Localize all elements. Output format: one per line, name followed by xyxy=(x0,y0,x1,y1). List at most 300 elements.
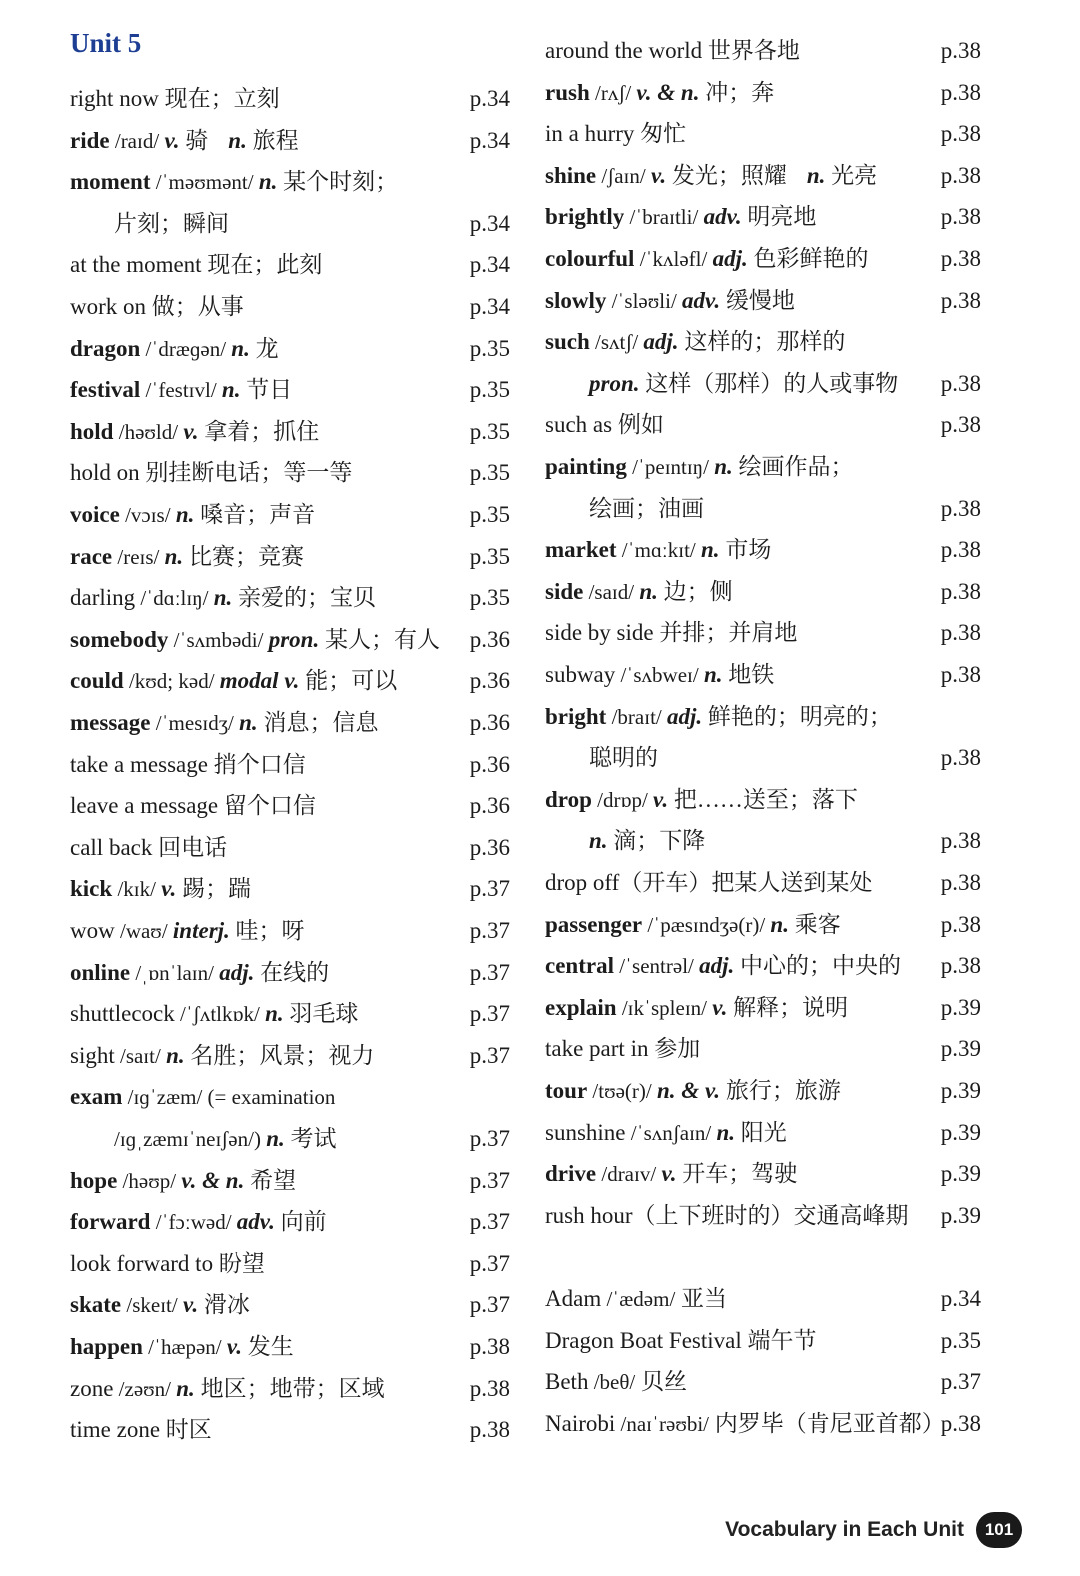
vocab-row xyxy=(70,120,510,162)
vocab-word: Dragon Boat Festival xyxy=(545,1327,742,1353)
vocab-word: rush hour xyxy=(545,1202,633,1228)
page-reference: p.35 xyxy=(940,1327,981,1353)
page-reference: p.37 xyxy=(469,1126,510,1151)
vocab-phonetic: /ɪɡˈzæm/ (= examination xyxy=(122,1085,336,1110)
vocab-meaning: 光亮 xyxy=(825,162,878,188)
vocab-meaning: 在线的 xyxy=(254,959,330,985)
vocab-word: right now xyxy=(70,86,159,111)
vocab-word: online xyxy=(70,959,131,985)
vocab-meaning: 端午节 xyxy=(741,1327,817,1353)
vocab-row xyxy=(70,1160,510,1202)
page-footer xyxy=(725,1512,1022,1548)
part-of-speech: n. xyxy=(265,1001,284,1027)
vocab-word: moment xyxy=(70,169,151,195)
page-reference: p.36 xyxy=(469,751,510,777)
vocab-row xyxy=(545,404,981,446)
page-reference: p.35 xyxy=(469,543,510,569)
vocab-meaning: 鲜艳的；明亮的； xyxy=(702,703,892,729)
vocab-meaning: 做；从事 xyxy=(146,294,244,319)
vocab-row xyxy=(545,363,981,405)
vocab-meaning: 盼望 xyxy=(213,1250,265,1276)
vocab-entry xyxy=(70,120,299,162)
vocab-entry xyxy=(589,820,705,862)
vocab-entry xyxy=(70,161,398,203)
vocab-phonetic: /ˈsʌmbədi/ xyxy=(168,627,269,652)
vocab-entry xyxy=(70,536,304,578)
vocab-meaning: 嗓音；声音 xyxy=(194,502,316,527)
vocab-phonetic: /ˈʃʌtlkɒk/ xyxy=(174,1002,266,1027)
vocab-entry xyxy=(545,1070,841,1112)
vocab-phonetic: /drɒp/ xyxy=(591,787,654,812)
vocab-word: rush xyxy=(545,79,590,105)
vocab-word: drive xyxy=(545,1161,597,1187)
vocab-meaning: 某人；有人 xyxy=(319,626,440,652)
vocab-row xyxy=(545,529,981,571)
vocab-meaning: 参加 xyxy=(648,1036,701,1062)
page-reference: p.38 xyxy=(940,828,981,854)
vocab-row xyxy=(545,1361,981,1403)
vocab-row xyxy=(70,993,510,1035)
vocab-entry xyxy=(545,612,797,654)
vocab-row xyxy=(70,1326,510,1368)
page-reference: p.39 xyxy=(940,994,981,1020)
vocab-phonetic: /beθ/ xyxy=(588,1370,636,1395)
vocab-entry xyxy=(545,1278,727,1320)
part-of-speech: pron. xyxy=(589,370,640,396)
vocab-entry xyxy=(70,1409,212,1451)
vocab-word: skate xyxy=(70,1292,122,1318)
vocab-entry xyxy=(545,30,800,72)
vocab-row xyxy=(545,779,981,821)
vocab-phonetic: /ˈsentrəl/ xyxy=(613,954,700,979)
vocab-row xyxy=(545,1153,981,1195)
vocab-phonetic: /ˈpeɪntɪŋ/ xyxy=(626,455,715,479)
page-reference: p.37 xyxy=(469,1001,510,1027)
page-reference: p.38 xyxy=(940,578,981,604)
vocab-row xyxy=(70,1035,510,1077)
vocab-entry xyxy=(545,238,869,280)
vocab-entry xyxy=(70,328,279,370)
page-reference: p.35 xyxy=(469,585,510,611)
vocab-row xyxy=(545,280,981,322)
vocab-phonetic: /ˈkʌləfl/ xyxy=(634,247,713,271)
part-of-speech: n. xyxy=(716,1119,736,1145)
vocab-meaning: （开车）把某人送到某处 xyxy=(619,870,873,895)
part-of-speech: pron. xyxy=(268,626,320,652)
vocab-row xyxy=(545,1070,981,1112)
vocab-meaning: 例如 xyxy=(612,412,664,438)
vocab-row xyxy=(70,577,510,619)
vocab-row xyxy=(545,737,981,779)
vocab-phonetic: /ˈpæsɪndʒə(r)/ xyxy=(642,912,771,937)
vocab-word: message xyxy=(70,710,151,735)
vocab-phonetic: /ˈdræɡən/ xyxy=(140,336,232,361)
vocab-meaning: 拿着；抓住 xyxy=(198,418,320,444)
vocab-meaning: 滴；下降 xyxy=(607,828,706,854)
part-of-speech: modal v. xyxy=(219,668,300,694)
part-of-speech: v. xyxy=(226,1334,242,1359)
part-of-speech: v. xyxy=(650,162,667,188)
vocab-entry xyxy=(545,654,774,696)
page-reference: p.36 xyxy=(469,834,510,860)
part-of-speech: n. xyxy=(589,828,608,854)
page-reference: p.36 xyxy=(469,793,510,819)
vocab-row xyxy=(545,72,981,114)
page-reference: p.38 xyxy=(940,79,981,105)
vocab-phonetic: /reɪs/ xyxy=(112,544,165,569)
page-reference: p.34 xyxy=(469,210,510,236)
part-of-speech: n. xyxy=(213,585,233,611)
vocab-entry xyxy=(589,737,658,779)
vocab-row xyxy=(545,654,981,696)
vocab-word: sight xyxy=(70,1042,115,1068)
vocab-meaning: 阳光 xyxy=(735,1119,787,1145)
vocab-word: at the moment xyxy=(70,252,202,278)
vocab-word: colourful xyxy=(545,246,635,271)
vocab-word: exam xyxy=(70,1084,123,1110)
vocab-word: tour xyxy=(545,1078,588,1103)
vocab-entry xyxy=(545,779,858,821)
vocab-entry xyxy=(70,910,305,952)
vocab-entry xyxy=(114,203,229,245)
vocab-row xyxy=(70,494,510,536)
vocab-row xyxy=(545,571,981,613)
vocab-phonetic: /tʊə(r)/ xyxy=(587,1079,658,1103)
vocab-entry xyxy=(70,1368,385,1410)
vocab-word: festival xyxy=(70,377,141,403)
part-of-speech: v. & n. xyxy=(636,79,700,105)
vocab-entry xyxy=(70,1035,374,1077)
vocab-entry xyxy=(545,987,848,1029)
vocab-phonetic: /zəʊn/ xyxy=(113,1376,177,1401)
vocab-row xyxy=(70,369,510,411)
vocab-meaning: 能；可以 xyxy=(299,668,398,694)
part-of-speech: n. xyxy=(806,162,826,188)
vocab-row xyxy=(545,488,981,530)
vocab-phonetic: /ɪkˈspleɪn/ xyxy=(616,995,713,1020)
vocab-word: voice xyxy=(70,502,120,527)
vocab-meaning: 边；侧 xyxy=(657,578,733,604)
page-reference: p.35 xyxy=(469,502,510,527)
vocab-row xyxy=(70,411,510,453)
vocab-meaning: 乘客 xyxy=(788,911,841,937)
page-reference: p.36 xyxy=(469,626,510,652)
vocab-meaning: 绘画；油画 xyxy=(589,495,704,521)
page-reference: p.38 xyxy=(940,745,981,771)
vocab-phonetic: /ˈsləʊli/ xyxy=(606,288,683,313)
vocab-word: hold on xyxy=(70,460,140,486)
vocab-entry xyxy=(70,78,280,120)
vocab-row xyxy=(70,1201,510,1243)
vocab-row xyxy=(545,321,981,363)
vocab-phonetic: /ˈdɑːlɪŋ/ xyxy=(135,586,214,611)
page-reference: p.38 xyxy=(940,537,981,563)
page-reference: p.37 xyxy=(469,1042,510,1068)
part-of-speech: adj. xyxy=(667,703,703,729)
vocab-entry xyxy=(545,113,686,155)
vocab-entry xyxy=(70,744,306,786)
part-of-speech: n. xyxy=(703,662,723,687)
page-reference: p.38 xyxy=(940,162,981,188)
vocab-meaning: 踢；踹 xyxy=(176,876,252,902)
page-reference: p.34 xyxy=(469,252,510,278)
page-reference: p.38 xyxy=(940,246,981,271)
vocab-meaning: 地铁 xyxy=(722,662,775,687)
vocab-meaning: 片刻；瞬间 xyxy=(114,210,229,236)
part-of-speech: n. & v. xyxy=(657,1078,721,1103)
vocab-phonetic: /skeɪt/ xyxy=(121,1293,183,1318)
page-reference: p.37 xyxy=(469,876,510,902)
part-of-speech: n. xyxy=(228,127,247,153)
vocab-phonetic: /ʃaɪn/ xyxy=(596,163,651,188)
page-reference: p.39 xyxy=(940,1036,981,1062)
vocab-row xyxy=(70,827,510,869)
part-of-speech: v. xyxy=(161,876,177,902)
vocab-phonetic: /saɪd/ xyxy=(583,579,640,604)
vocab-word: in a hurry xyxy=(545,121,635,147)
vocab-meaning: 滑冰 xyxy=(198,1292,250,1318)
vocab-meaning: 现在；立刻 xyxy=(158,86,280,111)
vocab-entry xyxy=(545,155,877,197)
vocab-word: leave a message xyxy=(70,793,219,819)
vocab-word: such as xyxy=(545,412,613,438)
vocab-phonetic: /ˈædəm/ xyxy=(601,1287,676,1311)
page-reference: p.38 xyxy=(940,662,981,687)
vocab-word: sunshine xyxy=(545,1119,626,1145)
vocab-meaning: 把……送至；落下 xyxy=(668,786,858,812)
page-reference: p.38 xyxy=(940,38,981,63)
vocab-row xyxy=(545,820,981,862)
vocab-phonetic: /ˈmɑːkɪt/ xyxy=(616,538,702,563)
page-reference: p.38 xyxy=(940,204,981,230)
part-of-speech: n. xyxy=(639,578,658,604)
vocab-phonetic: /raɪd/ xyxy=(109,128,165,153)
vocab-meaning: 希望 xyxy=(244,1167,297,1193)
vocab-row xyxy=(545,1320,981,1362)
part-of-speech: n. xyxy=(239,710,258,735)
vocab-word: ride xyxy=(70,127,110,153)
page-reference: p.39 xyxy=(940,1078,981,1103)
vocab-meaning: 缓慢地 xyxy=(720,287,795,313)
page-reference: p.38 xyxy=(940,1410,981,1436)
page-reference: p.38 xyxy=(469,1375,510,1401)
vocab-entry xyxy=(70,1076,335,1118)
vocab-entry xyxy=(545,321,845,363)
vocab-word: subway xyxy=(545,662,616,687)
vocab-word: market xyxy=(545,537,617,563)
page-reference: p.37 xyxy=(469,1292,510,1318)
part-of-speech: v. xyxy=(712,994,728,1020)
vocab-word: darling xyxy=(70,585,136,611)
part-of-speech: n. xyxy=(164,543,184,569)
vocab-meaning: 亲爱的；宝贝 xyxy=(232,585,376,611)
page-reference: p.37 xyxy=(469,1209,510,1235)
vocab-word: dragon xyxy=(70,335,141,361)
vocab-row xyxy=(70,286,510,328)
vocab-meaning: 这样（那样）的人或事物 xyxy=(639,370,899,396)
vocab-entry xyxy=(545,945,901,987)
vocab-meaning: 绘画作品； xyxy=(732,454,854,479)
vocab-entry xyxy=(545,404,664,446)
vocab-phonetic: /rʌʃ/ xyxy=(589,80,637,105)
vocab-meaning: 向前 xyxy=(274,1209,327,1235)
vocab-word: slowly xyxy=(545,287,607,313)
vocab-phonetic: /ˈbraɪtli/ xyxy=(624,205,704,230)
vocab-word: work on xyxy=(70,294,147,319)
vocab-row xyxy=(70,328,510,370)
vocab-row xyxy=(70,702,510,744)
page-reference: p.35 xyxy=(469,418,510,444)
vocab-entry xyxy=(545,196,816,238)
part-of-speech: adj. xyxy=(643,329,679,355)
page-reference: p.38 xyxy=(469,1334,510,1359)
vocab-meaning: 捎个口信 xyxy=(207,751,306,777)
vocab-word: passenger xyxy=(545,911,643,937)
page-reference: p.35 xyxy=(469,460,510,486)
page-reference: p.37 xyxy=(469,959,510,985)
vocab-meaning: 匆忙 xyxy=(634,121,687,147)
page-reference: p.36 xyxy=(469,710,510,735)
vocab-row xyxy=(70,161,510,203)
vocab-row xyxy=(545,862,981,904)
vocab-entry xyxy=(70,660,397,702)
page-reference: p.34 xyxy=(469,294,510,319)
vocab-row xyxy=(545,113,981,155)
page-reference: p.38 xyxy=(940,953,981,979)
vocab-phonetic: /həʊp/ xyxy=(117,1168,182,1193)
part-of-speech: n. xyxy=(770,911,789,937)
vocab-meaning: 骑 xyxy=(179,127,209,153)
page-reference: p.37 xyxy=(469,1250,510,1276)
vocab-word: take part in xyxy=(545,1036,649,1062)
page-reference: p.37 xyxy=(469,918,510,943)
vocab-phonetic: /ˈsʌbweɪ/ xyxy=(615,663,704,687)
part-of-speech: n. xyxy=(266,1126,285,1151)
vocab-row xyxy=(70,1368,510,1410)
vocab-entry xyxy=(70,702,378,744)
vocab-meaning: 发生 xyxy=(241,1334,294,1359)
vocab-row xyxy=(70,1076,510,1118)
vocab-row xyxy=(70,1284,510,1326)
part-of-speech: adj. xyxy=(699,953,735,979)
vocab-phonetic: /həʊld/ xyxy=(113,419,184,444)
vocab-phonetic: /kʊd; kəd/ xyxy=(123,669,220,694)
vocab-meaning: 解释；说明 xyxy=(727,994,849,1020)
vocab-entry xyxy=(545,571,733,613)
vocab-meaning: 旅行；旅游 xyxy=(720,1078,841,1103)
vocab-meaning: 羽毛球 xyxy=(283,1001,359,1027)
vocab-entry xyxy=(70,1284,250,1326)
vocab-entry xyxy=(70,952,329,994)
part-of-speech: adv. xyxy=(703,204,742,230)
page-number-badge: 101 xyxy=(976,1512,1022,1548)
vocab-phonetic: /draɪv/ xyxy=(596,1162,662,1187)
vocab-phonetic: /braɪt/ xyxy=(606,704,667,729)
part-of-speech: adj. xyxy=(219,959,255,985)
page-reference: p.38 xyxy=(940,370,981,396)
part-of-speech: v. xyxy=(183,418,199,444)
vocab-meaning: 明亮地 xyxy=(741,204,817,230)
vocab-meaning: 贝丝 xyxy=(635,1369,688,1395)
part-of-speech: interj. xyxy=(172,918,230,943)
vocab-row xyxy=(545,612,981,654)
part-of-speech: n. xyxy=(714,454,733,479)
vocab-meaning: 现在；此刻 xyxy=(201,252,323,278)
vocab-word: call back xyxy=(70,834,153,860)
vocab-word: around the world xyxy=(545,38,703,63)
vocab-entry xyxy=(545,1320,817,1362)
page-reference: p.39 xyxy=(940,1119,981,1145)
vocab-word: central xyxy=(545,953,614,979)
vocab-word: Nairobi xyxy=(545,1410,616,1436)
vocab-row xyxy=(70,952,510,994)
page-reference: p.38 xyxy=(940,911,981,937)
page-reference: p.37 xyxy=(940,1369,981,1395)
vocab-word: painting xyxy=(545,454,627,479)
page-reference: p.38 xyxy=(940,870,981,895)
part-of-speech: adv. xyxy=(682,287,721,313)
vocab-phonetic: /sʌtʃ/ xyxy=(589,330,644,355)
page-reference: p.34 xyxy=(469,86,510,111)
vocab-word: shine xyxy=(545,162,597,188)
vocab-entry xyxy=(545,1195,909,1237)
vocab-meaning: 冲；奔 xyxy=(699,79,775,105)
vocab-row xyxy=(545,446,981,488)
vocab-row xyxy=(545,945,981,987)
vocab-entry xyxy=(545,862,872,904)
vocab-meaning: 亚当 xyxy=(675,1286,728,1311)
vocab-phonetic: /saɪt/ xyxy=(114,1043,167,1068)
vocab-entry xyxy=(70,286,244,328)
vocab-word: race xyxy=(70,543,113,569)
vocab-word: hope xyxy=(70,1167,118,1193)
vocab-row xyxy=(70,203,510,245)
vocab-entry xyxy=(70,1201,327,1243)
vocab-row xyxy=(70,244,510,286)
vocab-entry xyxy=(545,1403,945,1445)
vocab-word: wow xyxy=(70,918,115,943)
vocab-meaning: 市场 xyxy=(719,537,772,563)
vocab-entry xyxy=(70,369,292,411)
vocab-row xyxy=(70,660,510,702)
vocab-phonetic: /ˈfestɪvl/ xyxy=(140,378,222,403)
vocab-word: bright xyxy=(545,703,607,729)
vocab-entry xyxy=(70,1326,294,1368)
vocab-word: explain xyxy=(545,994,617,1020)
vocab-word: such xyxy=(545,329,590,355)
vocab-phonetic: /naɪˈrəʊbi/ xyxy=(615,1411,710,1436)
vocab-meaning: 发光；照耀 xyxy=(666,162,787,188)
vocab-row xyxy=(70,619,510,661)
page-reference: p.35 xyxy=(469,335,510,361)
vocab-word: Adam xyxy=(545,1286,602,1311)
vocab-row xyxy=(70,868,510,910)
vocab-word: drop off xyxy=(545,870,620,895)
vocab-word: zone xyxy=(70,1375,114,1401)
vocab-meaning: 节日 xyxy=(240,377,293,403)
page-reference: p.39 xyxy=(940,1161,981,1187)
vocab-meaning: 聪明的 xyxy=(589,745,658,771)
vocab-entry xyxy=(70,827,227,869)
part-of-speech: adj. xyxy=(712,246,748,271)
vocab-meaning: 消息；信息 xyxy=(257,710,379,735)
page-reference: p.38 xyxy=(940,495,981,521)
vocab-entry xyxy=(545,1153,797,1195)
vocab-row xyxy=(70,744,510,786)
vocab-word: happen xyxy=(70,1334,143,1359)
page-reference: p.36 xyxy=(469,668,510,694)
page-reference: p.39 xyxy=(940,1202,981,1228)
